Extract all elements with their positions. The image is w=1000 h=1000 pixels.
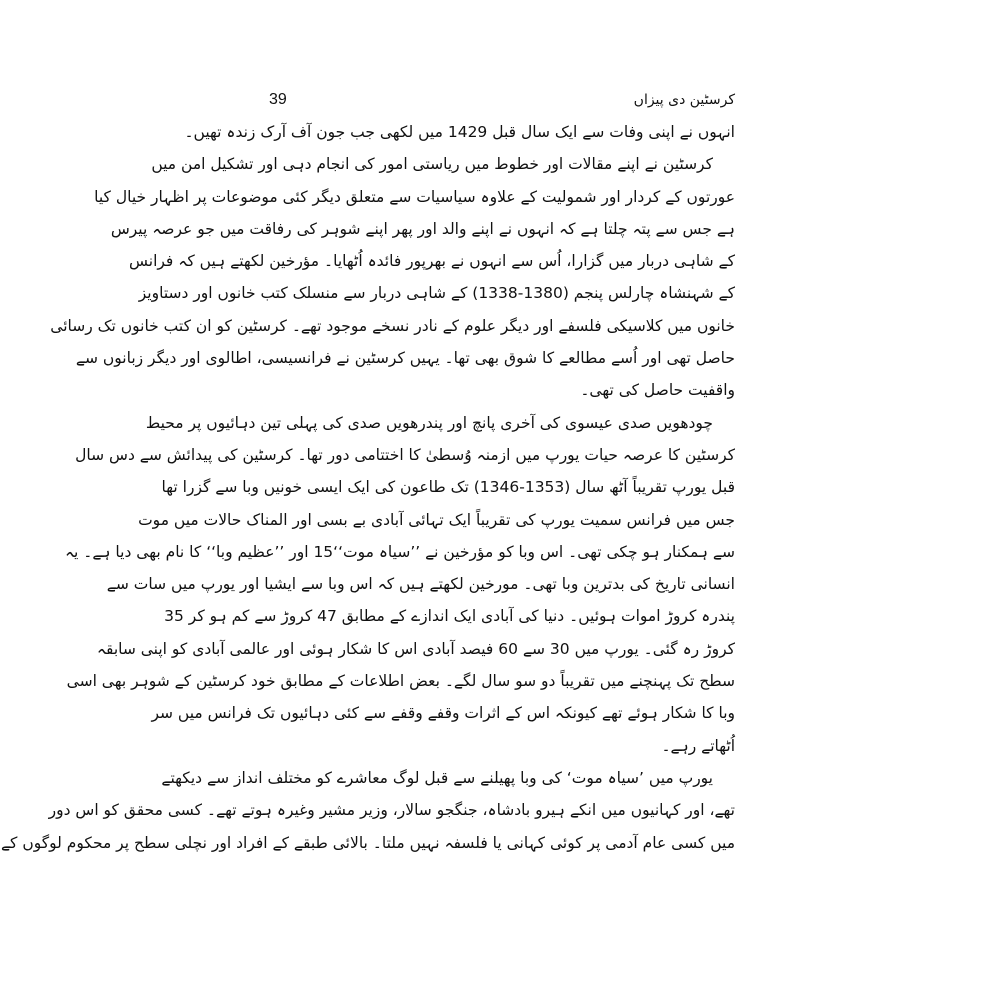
text-line: قبل یورپ تقریباً آٹھ سال (1353-1346) تک طاعون کی ایک ایسی خونیں وبا سے گزرا تھا [161, 478, 735, 497]
body-text [0, 116, 735, 859]
text-line: جس میں فرانس سمیت یورپ کی تقریباً ایک تہائی آبادی بے بسی اور المناک حالات میں موت [138, 510, 735, 529]
text-line: میں کسی عام آدمی پر کوئی کہانی یا فلسفہ نہیں ملتا۔ بالائی طبقے کے افراد اور نچلی سطح پر محکوم لوگوں کے [0, 833, 735, 852]
text-line: اُٹھاتے رہے۔ [661, 736, 735, 755]
text-line: حاصل تھی اور اُسے مطالعے کا شوق بھی تھا۔ یہیں کرسٹین نے فرانسیسی، اطالوی اور دیگر زبانوں سے [75, 349, 735, 368]
text-line: واقفیت حاصل کی تھی۔ [580, 381, 735, 400]
paragraph [184, 116, 735, 148]
text-line: وبا کا شکار ہوئے تھے کیونکہ اس کے اثرات وقفے وقفے سے کئی دہائیوں تک فرانس میں سر [151, 704, 735, 723]
running-title: کرسٹین دی پیزاں [633, 92, 735, 108]
page-number: 39 [269, 91, 287, 108]
text-line: تھے، اور کہانیوں میں انکے ہیرو بادشاہ، جنگجو سالار، وزیر مشیر وغیرہ ہوتے تھے۔ کسی محقق کو اس دور [48, 801, 735, 820]
text-line: یورپ میں ’سیاہ موت‘ کی وبا پھیلنے سے قبل لوگ معاشرے کو مختلف انداز سے دیکھتے [161, 768, 713, 787]
text-line: کے شاہی دربار میں گزارا، اُس سے انہوں نے بھرپور فائدہ اُٹھایا۔ مؤرخین لکھتے ہیں کہ فرانس [129, 252, 735, 271]
text-line: عورتوں کے کردار اور شمولیت کے علاوہ سیاسیات سے متعلق دیگر کئی موضوعات پر اظہار خیال کیا [94, 187, 735, 206]
text-line: پندرہ کروڑ اموات ہوئیں۔ دنیا کی آبادی ایک اندازے کے مطابق 47 کروڑ سے کم ہو کر 35 [164, 607, 735, 626]
paragraph [64, 407, 735, 762]
text-line: کرسٹین نے اپنے مقالات اور خطوط میں ریاستی امور کی انجام دہی اور تشکیل امن میں [151, 155, 713, 174]
text-line: انسانی تاریخ کی بدترین وبا تھی۔ مورخین لکھتے ہیں کہ اس وبا سے ایشیا اور یورپ میں سات سے [106, 575, 735, 594]
text-line: سطح تک پہنچنے میں تقریباً دو سو سال لگے۔ بعض اطلاعات کے مطابق خود کرسٹین کے شوہر بھی اسی [66, 672, 735, 691]
page-header [265, 90, 735, 114]
text-line: کے شہنشاہ چارلس پنجم (1380-1338) کے شاہی دربار سے منسلک کتب خانوں اور دستاویز [138, 284, 735, 303]
paragraph [0, 762, 735, 859]
text-line: ہے جس سے پتہ چلتا ہے کہ انہوں نے اپنے والد اور پھر اپنے شوہر کی رفاقت میں جو عرصہ پیرس [110, 219, 735, 238]
text-line: سے ہمکنار ہو چکی تھی۔ اس وبا کو مؤرخین نے ’’سیاہ موت‘‘15 اور ’’عظیم وبا‘‘ کا نام بھی دیا ہے۔ یہ [64, 542, 735, 561]
text-line: چودھویں صدی عیسوی کی آخری پانچ اور پندرھویں صدی کی پہلی تین دہائیوں پر محیط [145, 413, 713, 432]
text-line: خانوں میں کلاسیکی فلسفے اور دیگر علوم کے نادر نسخے موجود تھے۔ کرسٹین کو ان کتب خانوں تک رسائی [50, 316, 735, 335]
text-line: کروڑ رہ گئی۔ یورپ میں 30 سے 60 فیصد آبادی اس کا شکار ہوئی اور عالمی آبادی کو اپنی سابقہ [96, 639, 735, 658]
paragraph [50, 148, 735, 406]
text-line: انہوں نے اپنی وفات سے ایک سال قبل 1429 میں لکھی جب جون آف آرک زندہ تھیں۔ [184, 123, 735, 141]
text-line: کرسٹین کا عرصہ حیات یورپ میں ازمنہ وُسطیٰ کا اختتامی دور تھا۔ کرسٹین کی پیدائش سے دس سال [75, 445, 735, 464]
